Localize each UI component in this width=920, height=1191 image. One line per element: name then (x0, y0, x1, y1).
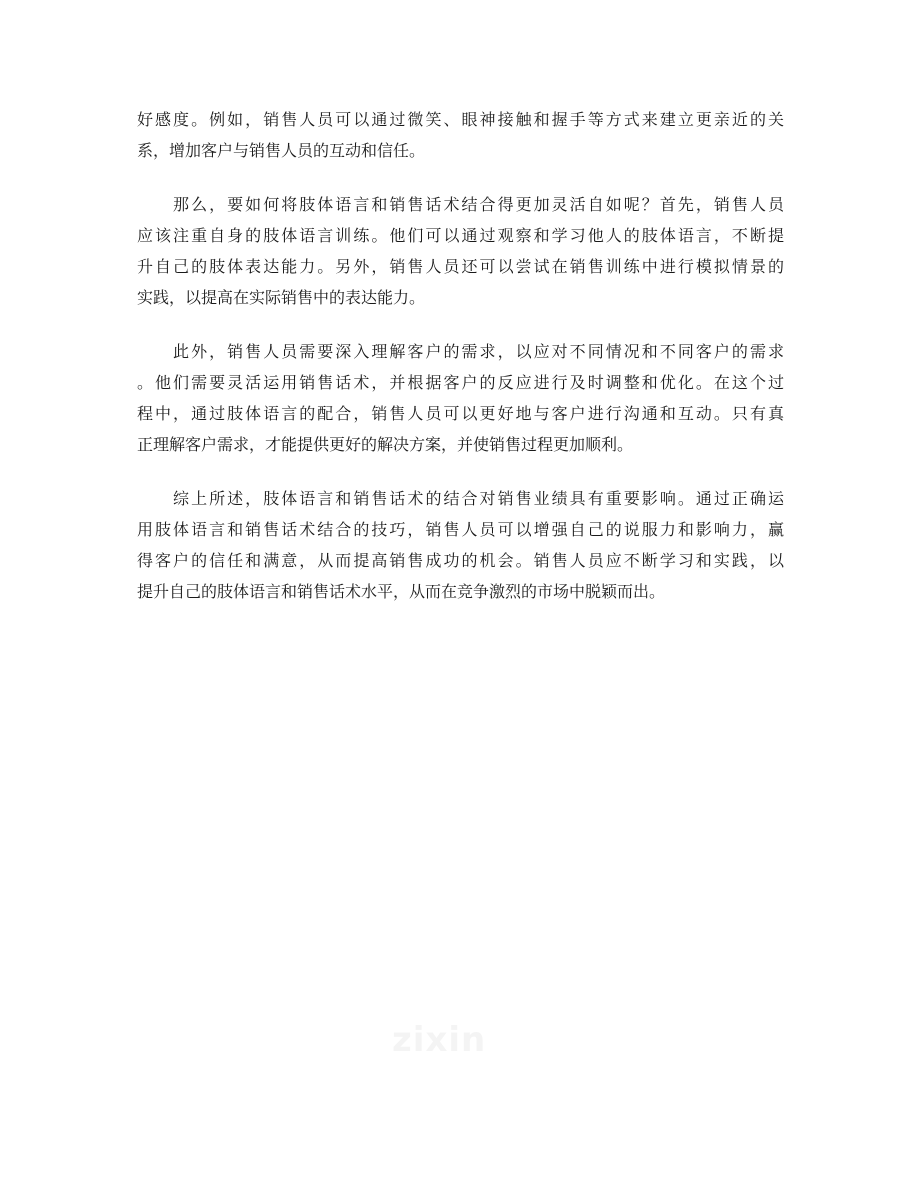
document-body (137, 104, 784, 630)
text-line: 。他们需要灵活运用销售话术，并根据客户的反应进行及时调整和优化。在这个过 (137, 373, 784, 392)
watermark: zixin (392, 1020, 487, 1060)
text-line: 提升自己的肢体语言和销售话术水平，从而在竞争激烈的市场中脱颖而出。 (137, 582, 666, 601)
text-line: 得客户的信任和满意，从而提高销售成功的机会。销售人员应不断学习和实践，以 (137, 551, 784, 570)
paragraph-3 (137, 336, 784, 460)
text-line: 正理解客户需求，才能提供更好的解决方案，并使销售过程更加顺利。 (137, 435, 634, 454)
paragraph-2 (137, 189, 784, 313)
text-line: 系，增加客户与销售人员的互动和信任。 (137, 141, 426, 160)
text-line: 用肢体语言和销售话术结合的技巧，销售人员可以增强自己的说服力和影响力，赢 (137, 520, 784, 539)
text-line: 综上所述，肢体语言和销售话术的结合对销售业绩具有重要影响。通过正确运 (137, 489, 784, 508)
paragraph-1 (137, 104, 784, 166)
text-line: 升自己的肢体表达能力。另外，销售人员还可以尝试在销售训练中进行模拟情景的 (137, 257, 784, 276)
text-line: 好感度。例如，销售人员可以通过微笑、眼神接触和握手等方式来建立更亲近的关 (137, 110, 784, 129)
text-line: 应该注重自身的肢体语言训练。他们可以通过观察和学习他人的肢体语言，不断提 (137, 226, 784, 245)
text-line: 那么，要如何将肢体语言和销售话术结合得更加灵活自如呢？首先，销售人员 (137, 195, 784, 214)
text-line: 实践，以提高在实际销售中的表达能力。 (137, 288, 426, 307)
paragraph-4 (137, 483, 784, 607)
text-line: 此外，销售人员需要深入理解客户的需求，以应对不同情况和不同客户的需求 (137, 342, 784, 361)
text-line: 程中，通过肢体语言的配合，销售人员可以更好地与客户进行沟通和互动。只有真 (137, 404, 784, 423)
